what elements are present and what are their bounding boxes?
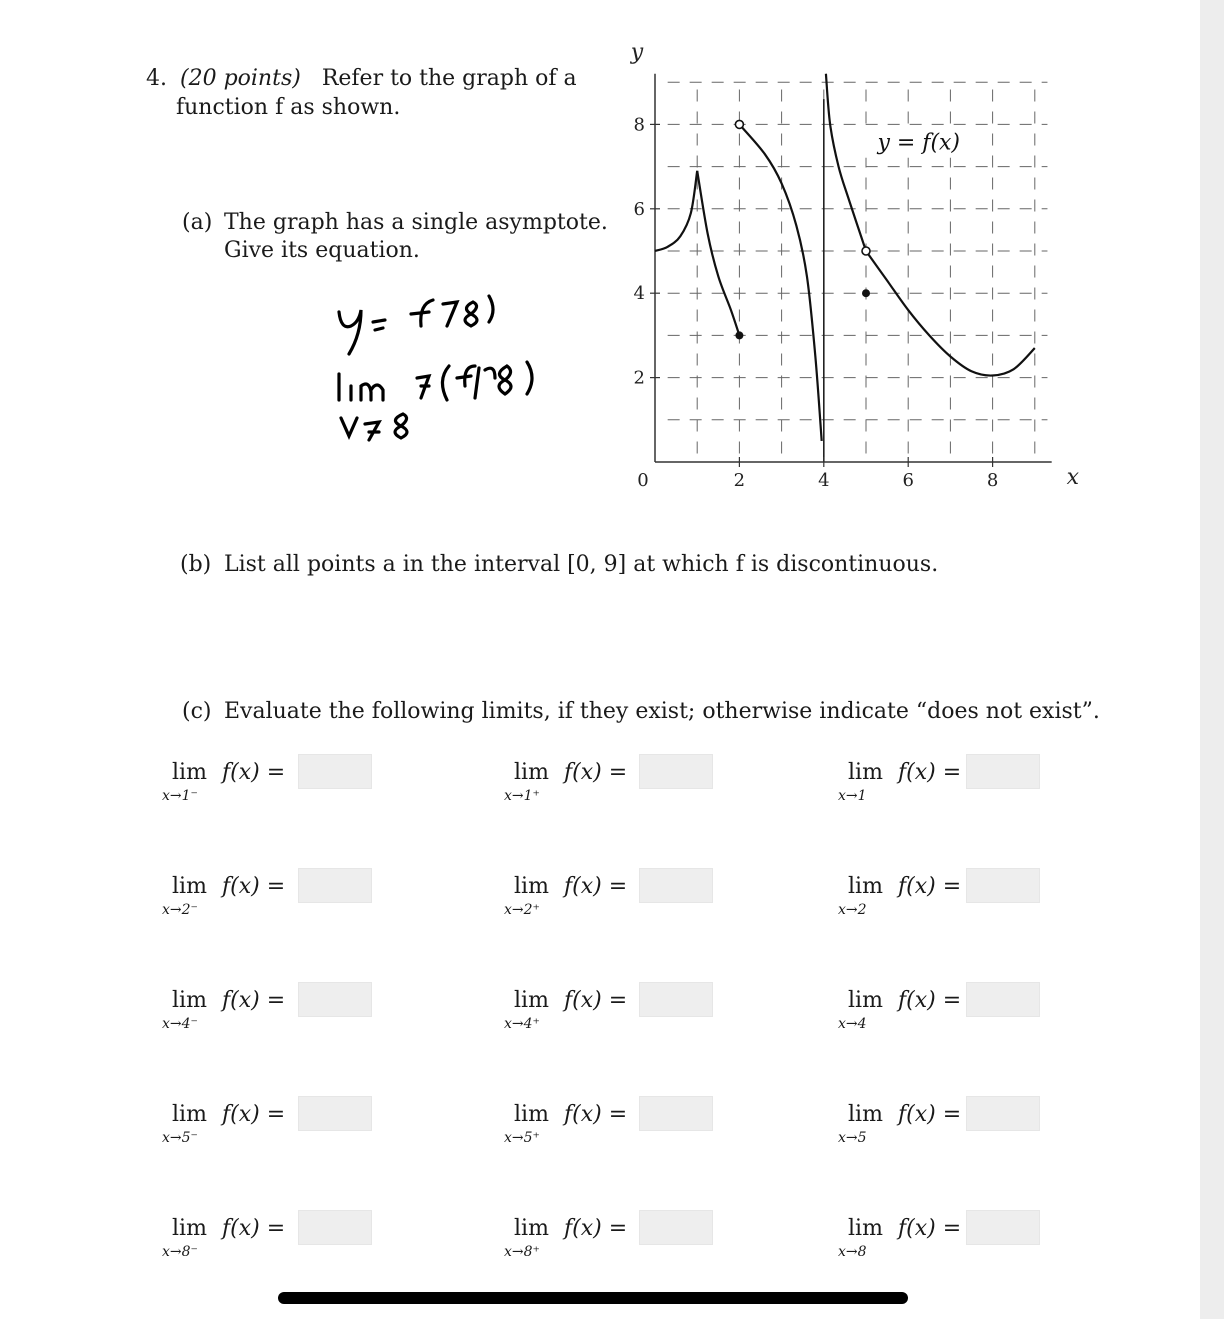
limit-expression xyxy=(162,1102,302,1152)
curve-label: y = f(x) xyxy=(877,130,961,156)
hw-stroke xyxy=(411,300,433,326)
handwritten-answer xyxy=(325,282,565,452)
y-tick-label: 6 xyxy=(633,198,645,220)
part-a-line1: The graph has a single asymptote. xyxy=(224,210,608,235)
lim-sub: x→1⁻ xyxy=(162,788,198,804)
lim-sub: x→8⁺ xyxy=(504,1244,540,1260)
limit-expression xyxy=(162,760,302,810)
points xyxy=(735,120,870,339)
hw-stroke xyxy=(417,376,429,398)
curve-piece-4 xyxy=(826,74,866,251)
lim-word: lim xyxy=(848,760,883,785)
lim-expr: f(x) = xyxy=(222,760,286,785)
hw-stroke xyxy=(527,362,532,394)
answer-box[interactable] xyxy=(639,1210,713,1245)
limit-expression xyxy=(504,988,644,1038)
lim-word: lim xyxy=(514,988,549,1013)
answer-box[interactable] xyxy=(298,982,372,1017)
function-graph xyxy=(600,40,1100,500)
home-indicator-bar[interactable] xyxy=(278,1292,908,1304)
limit-expression xyxy=(838,760,978,810)
lim-expr: f(x) = xyxy=(564,988,628,1013)
limit-expression xyxy=(162,874,302,924)
lim-sub: x→1 xyxy=(838,788,867,804)
lim-expr: f(x) = xyxy=(564,1216,628,1241)
lim-expr: f(x) = xyxy=(222,1216,286,1241)
part-a-label: (a) xyxy=(182,210,213,235)
problem-intro-line1: Refer to the graph of a xyxy=(321,66,577,91)
y-axis-label: y xyxy=(630,40,644,65)
lim-expr: f(x) = xyxy=(898,760,962,785)
part-c-text: Evaluate the following limits, if they exist; otherwise indicate “does not exist”. xyxy=(224,699,1100,724)
answer-box[interactable] xyxy=(298,754,372,789)
limit-expression xyxy=(838,874,978,924)
curve-piece-1 xyxy=(655,171,697,251)
lim-expr: f(x) = xyxy=(222,1102,286,1127)
hw-stroke xyxy=(442,366,449,400)
lim-sub: x→5⁺ xyxy=(504,1130,540,1146)
answer-box[interactable] xyxy=(639,868,713,903)
lim-word: lim xyxy=(848,874,883,899)
lim-expr: f(x) = xyxy=(222,874,286,899)
lim-word: lim xyxy=(514,1216,549,1241)
y-tick-label: 2 xyxy=(633,367,645,389)
lim-sub: x→2 xyxy=(838,902,867,918)
lim-expr: f(x) = xyxy=(564,1102,628,1127)
lim-sub: x→5 xyxy=(838,1130,867,1146)
hw-stroke xyxy=(341,418,357,436)
problem-points: (20 points) xyxy=(180,66,301,91)
answer-box[interactable] xyxy=(639,982,713,1017)
hw-stroke xyxy=(465,302,477,326)
lim-sub: x→4⁺ xyxy=(504,1016,540,1032)
lim-word: lim xyxy=(172,760,207,785)
hw-stroke xyxy=(443,302,457,326)
answer-box[interactable] xyxy=(639,1096,713,1131)
hw-stroke xyxy=(373,320,385,330)
answer-box[interactable] xyxy=(966,754,1040,789)
answer-box[interactable] xyxy=(639,754,713,789)
lim-word: lim xyxy=(514,874,549,899)
lim-word: lim xyxy=(172,988,207,1013)
part-b-text: List all points a in the interval [0, 9] at which f is discontinuous. xyxy=(224,552,939,577)
limit-expression xyxy=(838,1102,978,1152)
closed-point xyxy=(862,289,870,297)
answer-box[interactable] xyxy=(298,1210,372,1245)
problem-number: 4. xyxy=(146,66,167,91)
limit-expression xyxy=(504,760,644,810)
curve-piece-3 xyxy=(739,124,821,441)
hw-stroke xyxy=(361,384,383,400)
axes xyxy=(650,74,1052,467)
limit-expression xyxy=(162,988,302,1038)
hw-stroke xyxy=(395,414,407,438)
lim-sub: x→5⁻ xyxy=(162,1130,198,1146)
problem-header xyxy=(146,64,577,93)
hw-stroke xyxy=(499,366,511,394)
answer-box[interactable] xyxy=(966,868,1040,903)
lim-expr: f(x) = xyxy=(564,874,628,899)
limit-expression xyxy=(504,1216,644,1266)
limit-expression xyxy=(504,874,644,924)
lim-sub: x→8 xyxy=(838,1244,867,1260)
lim-expr: f(x) = xyxy=(222,988,286,1013)
lim-expr: f(x) = xyxy=(898,1216,962,1241)
lim-word: lim xyxy=(848,1216,883,1241)
curve-piece-2 xyxy=(697,171,739,336)
answer-box[interactable] xyxy=(966,1210,1040,1245)
y-tick-label: 4 xyxy=(633,283,645,305)
closed-point xyxy=(735,331,743,339)
hw-stroke xyxy=(489,296,493,322)
limit-expression xyxy=(838,988,978,1038)
part-b-label: (b) xyxy=(180,552,212,577)
y-tick-label: 8 xyxy=(633,114,645,136)
problem-intro-line2: function f as shown. xyxy=(176,95,401,120)
hw-stroke xyxy=(457,366,475,386)
limit-expression xyxy=(838,1216,978,1266)
hw-stroke xyxy=(365,422,379,440)
hw-stroke xyxy=(339,310,361,354)
hw-stroke xyxy=(475,368,479,398)
limit-expression xyxy=(504,1102,644,1152)
lim-word: lim xyxy=(848,1102,883,1127)
part-a-line2: Give its equation. xyxy=(224,238,420,263)
x-tick-label: 4 xyxy=(818,470,830,491)
x-tick-label: 0 xyxy=(637,470,649,491)
answer-box[interactable] xyxy=(966,1096,1040,1131)
x-tick-label: 6 xyxy=(902,470,914,491)
lim-expr: f(x) = xyxy=(564,760,628,785)
lim-sub: x→4 xyxy=(838,1016,867,1032)
answer-box[interactable] xyxy=(298,1096,372,1131)
answer-box[interactable] xyxy=(966,982,1040,1017)
lim-word: lim xyxy=(172,874,207,899)
answer-box[interactable] xyxy=(298,868,372,903)
lim-expr: f(x) = xyxy=(898,988,962,1013)
lim-sub: x→8⁻ xyxy=(162,1244,198,1260)
lim-sub: x→1⁺ xyxy=(504,788,540,804)
limit-expression xyxy=(162,1216,302,1266)
part-c-label: (c) xyxy=(182,699,212,724)
hw-stroke xyxy=(485,368,495,378)
lim-word: lim xyxy=(172,1102,207,1127)
lim-sub: x→2⁻ xyxy=(162,902,198,918)
lim-word: lim xyxy=(514,1102,549,1127)
page-edge-strip xyxy=(1200,0,1224,1319)
lim-word: lim xyxy=(514,760,549,785)
lim-word: lim xyxy=(848,988,883,1013)
lim-expr: f(x) = xyxy=(898,874,962,899)
x-tick-label: 2 xyxy=(733,470,746,491)
x-axis-label: x xyxy=(1066,465,1079,490)
x-tick-label: 8 xyxy=(986,470,999,491)
open-point xyxy=(862,247,870,255)
lim-sub: x→4⁻ xyxy=(162,1016,198,1032)
lim-sub: x→2⁺ xyxy=(504,902,540,918)
lim-word: lim xyxy=(172,1216,207,1241)
open-point xyxy=(735,120,743,128)
lim-expr: f(x) = xyxy=(898,1102,962,1127)
